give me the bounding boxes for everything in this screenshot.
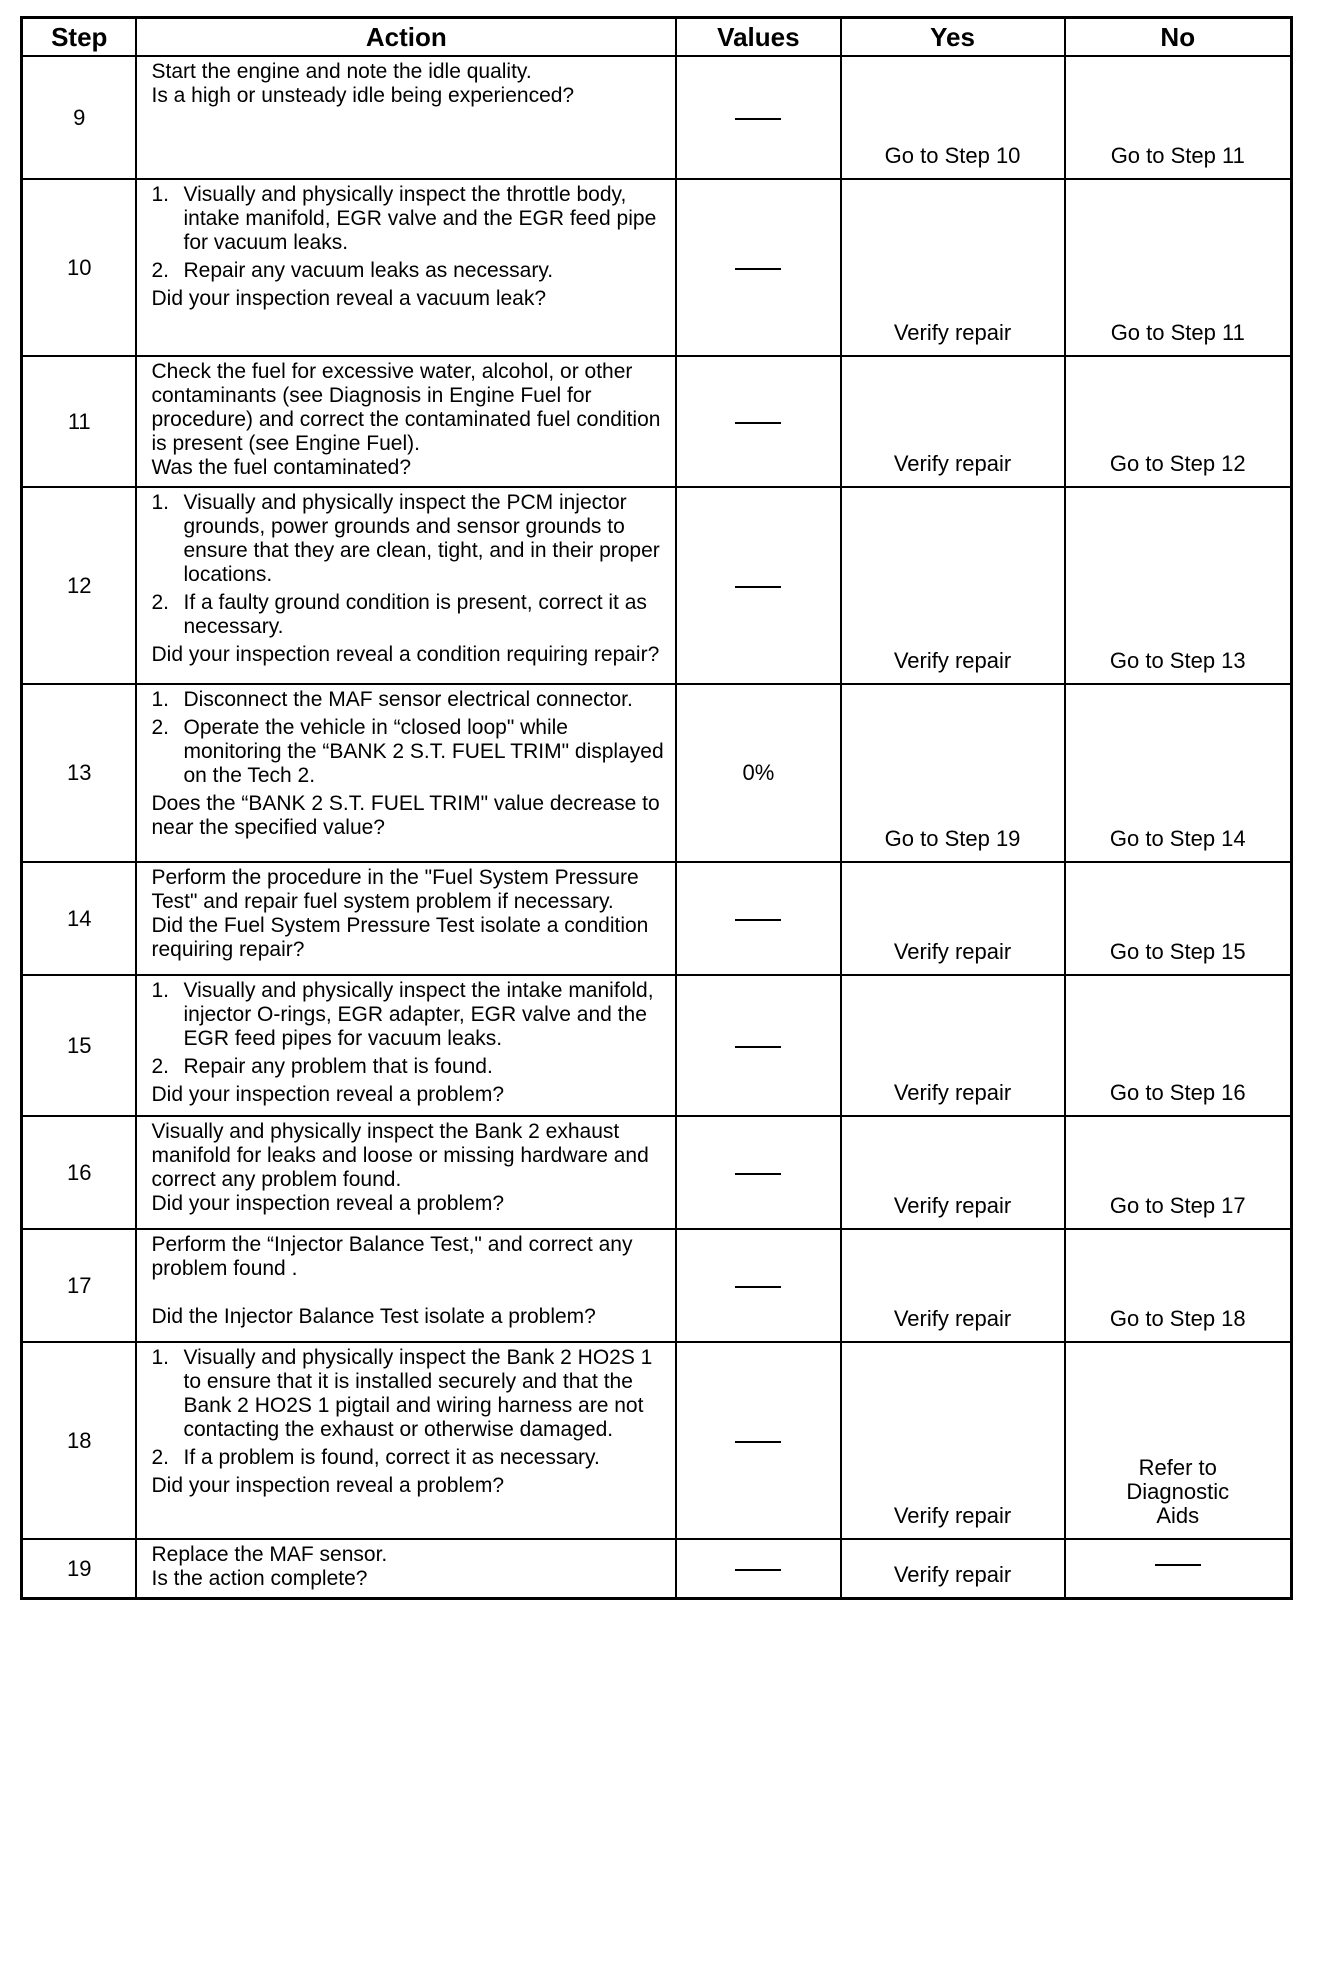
action-text: Check the fuel for excessive water, alcohol, or other contaminants (see Diagnosis in Engine Fuel for procedure) and correct the contaminated fuel condition is present (see Engine Fuel). — [151, 360, 661, 455]
item-text: Visually and physically inspect the Bank 2 HO2S 1 to ensure that it is installed securely and that the Bank 2 HO2S 1 pigtail and wiring harness are not contacting the exhaust or otherwise damaged. — [183, 1346, 653, 1441]
table-row — [22, 975, 1292, 1116]
header-step: Step — [22, 18, 137, 57]
value-cell — [676, 975, 840, 1116]
header-yes: Yes — [841, 18, 1065, 57]
no-outcome: Go to Step 13 — [1065, 487, 1292, 684]
no-value-dash — [735, 1569, 781, 1571]
action-cell — [136, 862, 676, 975]
step-number: 9 — [22, 56, 137, 179]
no-value-dash — [735, 1173, 781, 1175]
yes-outcome: Verify repair — [841, 1116, 1065, 1229]
table-body — [22, 56, 1292, 1599]
action-step-item — [151, 491, 665, 587]
action-cell — [136, 179, 676, 356]
value-cell — [676, 862, 840, 975]
item-text: Visually and physically inspect the throttle body, intake manifold, EGR valve and the EGR feed pipe for vacuum leaks. — [183, 183, 657, 254]
action-cell — [136, 356, 676, 487]
step-number: 14 — [22, 862, 137, 975]
action-cell — [136, 1539, 676, 1599]
item-text: If a faulty ground condition is present, correct it as necessary. — [183, 591, 647, 638]
action-step-item — [151, 1055, 665, 1079]
yes-outcome: Verify repair — [841, 356, 1065, 487]
step-number: 17 — [22, 1229, 137, 1342]
action-question: Is the action complete? — [151, 1567, 368, 1590]
value-cell — [676, 487, 840, 684]
no-value-dash — [735, 268, 781, 270]
action-cell — [136, 56, 676, 179]
yes-outcome: Go to Step 10 — [841, 56, 1065, 179]
step-number: 11 — [22, 356, 137, 487]
action-cell — [136, 487, 676, 684]
yes-outcome: Verify repair — [841, 1539, 1065, 1599]
table-row — [22, 1229, 1292, 1342]
item-number: 1. — [151, 183, 169, 206]
item-text: Repair any vacuum leaks as necessary. — [183, 259, 554, 282]
header-values: Values — [676, 18, 840, 57]
no-value-dash — [735, 118, 781, 120]
action-text: Replace the MAF sensor. — [151, 1543, 388, 1566]
item-number: 2. — [151, 259, 169, 282]
action-step-item — [151, 1346, 665, 1442]
table-row — [22, 1539, 1292, 1599]
yes-outcome: Verify repair — [841, 975, 1065, 1116]
action-spacer — [151, 1281, 665, 1305]
step-number: 19 — [22, 1539, 137, 1599]
no-outcome: Go to Step 11 — [1065, 56, 1292, 179]
action-text: Perform the procedure in the "Fuel System Pressure Test" and repair fuel system problem if necessary. — [151, 866, 639, 913]
yes-outcome: Verify repair — [841, 487, 1065, 684]
yes-outcome: Verify repair — [841, 1229, 1065, 1342]
value-cell — [676, 179, 840, 356]
item-text: If a problem is found, correct it as necessary. — [183, 1446, 600, 1469]
item-text: Repair any problem that is found. — [183, 1055, 493, 1078]
value-cell — [676, 356, 840, 487]
diagnostic-page — [20, 16, 1293, 1600]
no-value-dash — [735, 1286, 781, 1288]
action-question: Does the “BANK 2 S.T. FUEL TRIM" value decrease to near the specified value? — [151, 792, 660, 839]
no-outcome: Go to Step 12 — [1065, 356, 1292, 487]
step-number: 18 — [22, 1342, 137, 1539]
action-cell — [136, 1116, 676, 1229]
action-question: Was the fuel contaminated? — [151, 456, 412, 479]
item-number: 2. — [151, 591, 169, 614]
header-no: No — [1065, 18, 1292, 57]
item-number: 2. — [151, 1055, 169, 1078]
action-text: Visually and physically inspect the Bank 2 exhaust manifold for leaks and loose or missing hardware and correct any problem found. — [151, 1120, 649, 1191]
no-value-dash — [735, 422, 781, 424]
value-cell: 0% — [676, 684, 840, 862]
step-number: 12 — [22, 487, 137, 684]
step-number: 10 — [22, 179, 137, 356]
action-cell — [136, 1342, 676, 1539]
action-step-item — [151, 591, 665, 639]
action-question: Did your inspection reveal a problem? — [151, 1083, 505, 1106]
item-number: 1. — [151, 688, 169, 711]
no-value-dash — [735, 919, 781, 921]
item-number: 1. — [151, 1346, 169, 1369]
yes-outcome: Verify repair — [841, 179, 1065, 356]
action-text: Perform the “Injector Balance Test," and correct any problem found . — [151, 1233, 633, 1280]
action-step-item — [151, 716, 665, 788]
action-question: Did the Fuel System Pressure Test isolate a condition requiring repair? — [151, 914, 649, 961]
action-question: Did your inspection reveal a problem? — [151, 1192, 505, 1215]
item-text: Disconnect the MAF sensor electrical connector. — [183, 688, 633, 711]
action-question: Did your inspection reveal a problem? — [151, 1474, 505, 1497]
no-outcome: Go to Step 14 — [1065, 684, 1292, 862]
table-row — [22, 356, 1292, 487]
item-text: Visually and physically inspect the PCM injector grounds, power grounds and sensor grounds to ensure that they are clean, tight, and in their proper locations. — [183, 491, 660, 586]
table-row — [22, 56, 1292, 179]
value-cell — [676, 1116, 840, 1229]
action-cell — [136, 684, 676, 862]
action-step-item — [151, 688, 665, 712]
step-number: 16 — [22, 1116, 137, 1229]
action-text: Start the engine and note the idle quality. — [151, 60, 532, 83]
table-header-row — [22, 18, 1292, 57]
no-outcome-dash — [1155, 1564, 1201, 1566]
no-outcome — [1065, 1539, 1292, 1599]
action-step-item — [151, 183, 665, 255]
diagnostic-table — [20, 16, 1293, 1600]
yes-outcome: Verify repair — [841, 862, 1065, 975]
table-row — [22, 862, 1292, 975]
item-number: 2. — [151, 1446, 169, 1469]
action-cell — [136, 1229, 676, 1342]
no-value-dash — [735, 1046, 781, 1048]
step-number: 15 — [22, 975, 137, 1116]
table-row — [22, 684, 1292, 862]
action-cell — [136, 975, 676, 1116]
item-number: 1. — [151, 979, 169, 1002]
table-row — [22, 1116, 1292, 1229]
yes-outcome: Go to Step 19 — [841, 684, 1065, 862]
value-cell — [676, 1539, 840, 1599]
no-value-dash — [735, 1441, 781, 1443]
table-row — [22, 179, 1292, 356]
no-outcome: Go to Step 16 — [1065, 975, 1292, 1116]
action-step-item — [151, 1446, 665, 1470]
step-number: 13 — [22, 684, 137, 862]
item-number: 1. — [151, 491, 169, 514]
header-action: Action — [136, 18, 676, 57]
value-cell — [676, 1342, 840, 1539]
item-text: Operate the vehicle in “closed loop" while monitoring the “BANK 2 S.T. FUEL TRIM" displayed on the Tech 2. — [183, 716, 664, 787]
value-cell — [676, 56, 840, 179]
yes-outcome: Verify repair — [841, 1342, 1065, 1539]
no-outcome: Go to Step 17 — [1065, 1116, 1292, 1229]
action-question: Did your inspection reveal a condition requiring repair? — [151, 643, 660, 666]
item-text: Visually and physically inspect the intake manifold, injector O-rings, EGR adapter, EGR valve and the EGR feed pipes for vacuum leaks. — [183, 979, 654, 1050]
action-question: Did the Injector Balance Test isolate a problem? — [151, 1305, 596, 1328]
action-step-item — [151, 259, 665, 283]
no-outcome: Go to Step 18 — [1065, 1229, 1292, 1342]
no-outcome: Refer to Diagnostic Aids — [1065, 1342, 1292, 1539]
no-outcome: Go to Step 15 — [1065, 862, 1292, 975]
value-cell — [676, 1229, 840, 1342]
action-question: Is a high or unsteady idle being experienced? — [151, 84, 575, 107]
table-row — [22, 487, 1292, 684]
no-value-dash — [735, 586, 781, 588]
action-step-item — [151, 979, 665, 1051]
action-question: Did your inspection reveal a vacuum leak? — [151, 287, 547, 310]
table-row — [22, 1342, 1292, 1539]
no-outcome: Go to Step 11 — [1065, 179, 1292, 356]
item-number: 2. — [151, 716, 169, 739]
